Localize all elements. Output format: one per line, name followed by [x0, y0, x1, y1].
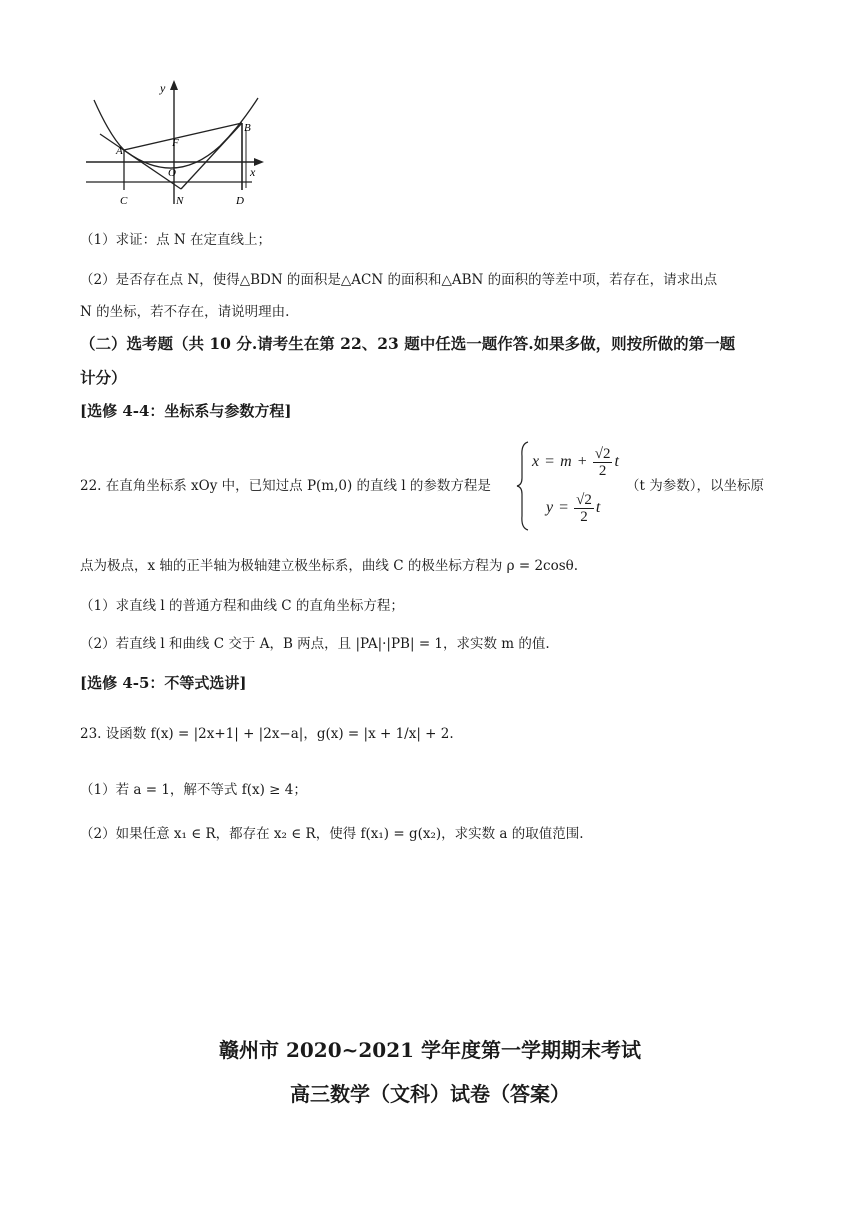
label-x: x — [250, 165, 256, 179]
q22-line2: 点为极点，x 轴的正半轴为极轴建立极坐标系，曲线 C 的极坐标方程为 ρ = 2cosθ. — [80, 558, 579, 574]
q23-intro: 23. 设函数 f(x) = |2x+1| + |2x−a|，g(x) = |x + 1/x| + 2. — [80, 726, 454, 742]
q21-part2-line1: （2）是否存在点 N，使得△BDN 的面积是△ACN 的面积和△ABN 的面积的等差中项，若存在，请求出点 — [80, 272, 718, 288]
section2-line1: （二）选考题（共 10 分.请考生在第 22、23 题中任选一题作答.如果多做，则按所做的第一题 — [80, 334, 736, 353]
q22-part1: （1）求直线 l 的普通方程和曲线 C 的直角坐标方程； — [80, 598, 404, 614]
q22-param-note: （t 为参数），以坐标原 — [626, 478, 764, 494]
label-N: N — [176, 195, 184, 207]
q21-part2-line2: N 的坐标，若不存在，请说明理由. — [80, 304, 290, 320]
q22-parametric-system: x = m + $\frac{√2}{2}$ t y = $\frac{√2}{2}$ t — [516, 440, 616, 532]
q22-intro: 22. 在直角坐标系 xOy 中，已知过点 P(m,0) 的直线 l 的参数方程是 — [80, 478, 491, 494]
answer-title-line2: 高三数学（文科）试卷（答案） — [290, 1082, 570, 1106]
parabola-figure — [80, 76, 270, 210]
label-C: C — [120, 195, 128, 207]
label-O: O — [168, 167, 176, 179]
q23-part2: （2）如果任意 x₁ ∈ R，都存在 x₂ ∈ R，使得 f(x₁) = g(x₂)，求实数 a 的取值范围. — [80, 826, 584, 842]
q22-part2: （2）若直线 l 和曲线 C 交于 A，B 两点，且 |PA|·|PB| = 1，求实数 m 的值. — [80, 636, 550, 652]
q23-part1: （1）若 a = 1，解不等式 f(x) ≥ 4； — [80, 782, 307, 798]
label-F: F — [172, 137, 179, 149]
elective44-title: [选修 4-4：坐标系与参数方程] — [80, 402, 292, 420]
label-y: y — [160, 81, 166, 95]
label-D: D — [236, 195, 244, 207]
label-B: B — [244, 122, 251, 134]
elective45-title: [选修 4-5：不等式选讲] — [80, 674, 247, 692]
section2-line2: 计分） — [80, 368, 127, 387]
brace-icon — [516, 440, 530, 532]
q21-part1: （1）求证：点 N 在定直线上； — [80, 232, 271, 248]
answer-title-line1: 赣州市 2020~2021 学年度第一学期期末考试 — [218, 1038, 641, 1062]
label-A: A — [116, 145, 123, 157]
